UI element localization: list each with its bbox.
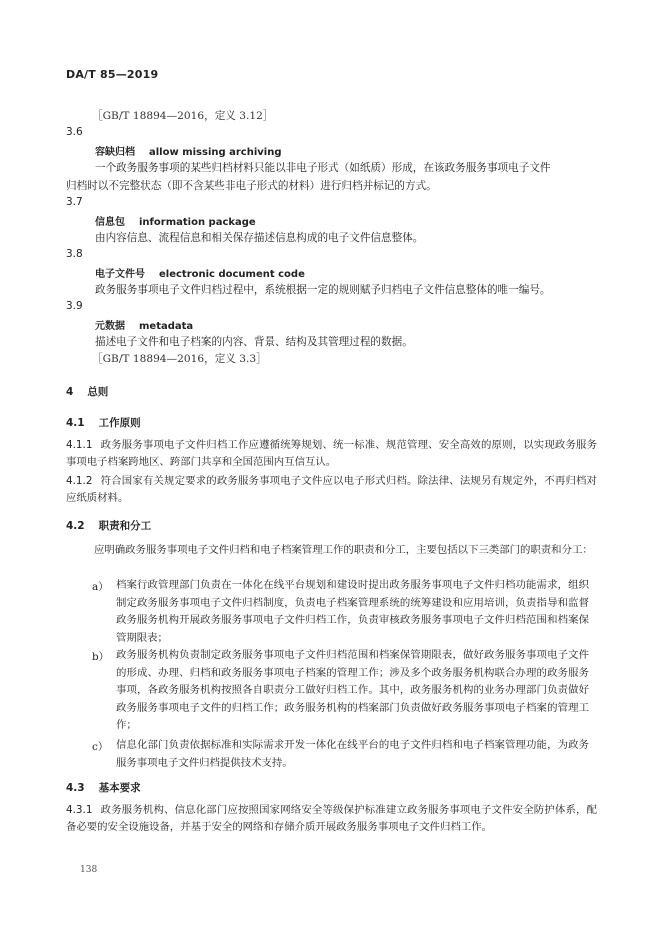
clause-paragraph: [66, 802, 597, 836]
term-number: 3.7: [66, 196, 83, 208]
clause-number: 4.1.1: [66, 439, 93, 451]
list-marker: b）: [92, 651, 110, 663]
term-cn: 电子文件号: [95, 269, 145, 280]
term-reference: ［GB/T 18894—2016，定义 3.12］: [92, 110, 274, 122]
term-number: 3.8: [66, 248, 83, 260]
term-en: metadata: [139, 321, 194, 332]
term-heading: [95, 317, 193, 332]
term-heading: [95, 143, 282, 158]
clause-text: 政务服务事项电子文件归档工作应遵循统筹规划、统一标准、规范管理、安全高效的原则，以实现政务服务事项电子档案跨地区、跨部门共享和全国范围内互信互认。: [66, 439, 597, 468]
subsection-heading: 4.3 基本要求: [66, 782, 141, 794]
clause-number: 4.3.1: [66, 804, 93, 816]
term-en: allow missing archiving: [149, 147, 282, 158]
page-number: 138: [80, 865, 98, 875]
term-number: 3.6: [66, 126, 83, 138]
clause-paragraph: [66, 473, 597, 507]
standard-code-header: DA/T 85—2019: [66, 68, 159, 81]
clause-number: 4.1.2: [66, 475, 93, 487]
term-definition-line: 一个政务服务事项的某些归档材料只能以非电子形式（如纸质）形成，在该政务服务事项电子文件: [95, 162, 551, 174]
term-heading: [95, 265, 305, 280]
section-heading: 4 总则: [66, 386, 109, 398]
term-en: information package: [139, 217, 256, 228]
term-cn: 元数据: [95, 321, 125, 332]
term-definition-line: 政务服务事项电子文件归档过程中，系统根据一定的规则赋予归档电子文件信息整体的唯一编号。: [95, 284, 551, 296]
list-marker: a）: [92, 581, 109, 593]
clause-text: 符合国家有关规定要求的政务服务事项电子文件应以电子形式归档。除法律、法规另有规定外，不再归档对应纸质材料。: [66, 475, 597, 504]
clause-text: 政务服务机构、信息化部门应按照国家网络安全等级保护标准建立政务服务事项电子文件安全防护体系，配备必要的安全设施设备，并基于安全的网络和存储介质开展政务服务事项电子文件归档工作。: [66, 804, 597, 833]
list-item: 档案行政管理部门负责在一体化在线平台规划和建设时提出政务服务事项电子文件归档功能需求，组织制定政务服务事项电子文件归档制度，负责电子档案管理系统的统筹建设和应用培训，负责指导和监督政务服务机构开展政务服务事项电子文件归档工作，负责审核政务服务事项电子文件归档范围和档案保管期限表；: [116, 579, 589, 644]
list-item: 政务服务机构负责制定政务服务事项电子文件归档范围和档案保管期限表，做好政务服务事项电子文件的形成、办理、归档和政务服务事项电子档案的管理工作；涉及多个政务服务机构联合办理的政务服务事项，各政务服务机构按照各自职责分工做好归档工作。其中，政务服务机构的业务办理部门负责做好政务服务事项电子文件的归档工作；政务服务机构的档案部门负责做好政务服务事项电子档案的管理工作；: [116, 649, 589, 732]
clause-paragraph: [66, 437, 597, 471]
subsection-heading: 4.1 工作原则: [66, 417, 141, 429]
term-number: 3.9: [66, 300, 83, 312]
term-definition-line: 由内容信息、流程信息和相关保存描述信息构成的电子文件信息整体。: [95, 232, 424, 244]
intro-paragraph: 应明确政务服务事项电子文件归档和电子档案管理工作的职责和分工，主要包括以下三类部门的职责和分工：: [94, 544, 593, 556]
subsection-heading: 4.2 职责和分工: [66, 520, 152, 532]
term-cn: 信息包: [95, 217, 125, 228]
term-definition-line: 描述电子文件和电子档案的内容、背景、结构及其管理过程的数据。: [95, 336, 413, 348]
term-definition-line: 归档时以不完整状态（即不含某些非电子形式的材料）进行归档并标记的方式。: [66, 180, 437, 192]
term-cn: 容缺归档: [95, 147, 135, 158]
list-marker: c）: [92, 741, 109, 753]
term-en: electronic document code: [159, 269, 305, 280]
term-reference: ［GB/T 18894—2016，定义 3.3］: [92, 353, 267, 365]
list-item: 信息化部门负责依据标准和实际需求开发一体化在线平台的电子文件归档和电子档案管理功能，为政务服务事项电子文件归档提供技术支持。: [116, 739, 589, 769]
term-heading: [95, 213, 256, 228]
